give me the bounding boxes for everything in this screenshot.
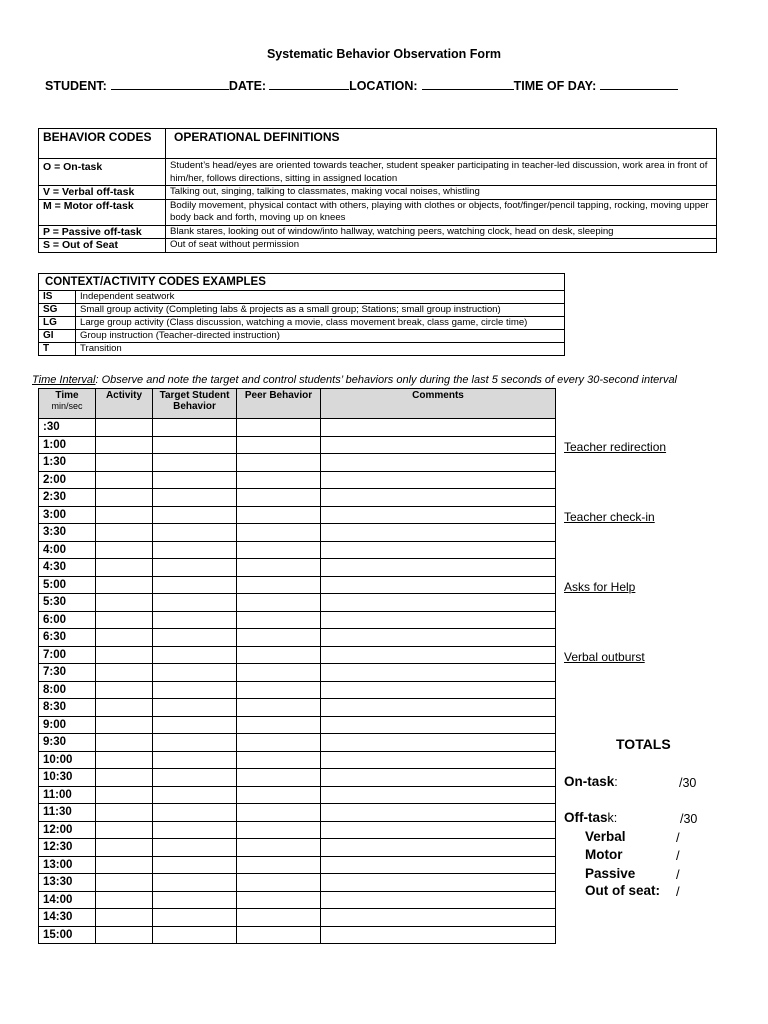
activity-cell[interactable]	[96, 926, 153, 944]
comments-cell[interactable]	[321, 769, 556, 787]
verbal-outburst-label: Verbal outburst	[564, 650, 645, 664]
comments-cell[interactable]	[321, 839, 556, 857]
observation-row	[39, 751, 556, 769]
target-behavior-cell[interactable]	[153, 804, 237, 822]
activity-cell[interactable]	[96, 594, 153, 612]
comments-cell[interactable]	[321, 804, 556, 822]
observation-row	[39, 804, 556, 822]
context-code-row	[39, 343, 565, 356]
out-of-seat-subtotal-value: /	[676, 884, 680, 899]
peer-behavior-cell[interactable]	[237, 646, 321, 664]
context-description: Group instruction (Teacher-directed instruction)	[76, 330, 565, 343]
behavior-definition: Out of seat without permission	[166, 239, 717, 253]
behavior-code: S = Out of Seat	[39, 239, 166, 253]
target-behavior-cell[interactable]	[153, 576, 237, 594]
target-behavior-cell[interactable]	[153, 874, 237, 892]
comments-cell[interactable]	[321, 681, 556, 699]
time-cell: 11:00	[39, 786, 96, 804]
observation-row	[39, 699, 556, 717]
behavior-code-row	[39, 159, 717, 186]
observation-row	[39, 909, 556, 927]
time-of-day-field[interactable]	[600, 76, 678, 90]
behavior-code-row	[39, 199, 717, 225]
time-cell: 8:30	[39, 699, 96, 717]
context-code: T	[39, 343, 76, 356]
peer-behavior-cell[interactable]	[237, 576, 321, 594]
time-cell: 15:00	[39, 926, 96, 944]
time-of-day-label: TIME OF DAY:	[513, 79, 597, 93]
comments-cell[interactable]	[321, 541, 556, 559]
observation-row	[39, 734, 556, 752]
observation-row	[39, 821, 556, 839]
observation-row	[39, 419, 556, 437]
target-behavior-cell[interactable]	[153, 839, 237, 857]
off-task-suffix: k:	[607, 811, 618, 825]
observation-row	[39, 926, 556, 944]
observation-row	[39, 489, 556, 507]
time-cell: 8:00	[39, 681, 96, 699]
time-cell: 3:00	[39, 506, 96, 524]
time-cell: 14:00	[39, 891, 96, 909]
off-task-value: /30	[680, 812, 698, 826]
passive-subtotal-label: Passive	[585, 866, 636, 881]
activity-cell[interactable]	[96, 874, 153, 892]
context-codes-table	[38, 273, 565, 356]
time-cell: 9:30	[39, 734, 96, 752]
peer-behavior-cell[interactable]	[237, 664, 321, 682]
comments-cell[interactable]	[321, 419, 556, 437]
target-behavior-cell[interactable]	[153, 926, 237, 944]
activity-cell[interactable]	[96, 769, 153, 787]
target-behavior-cell[interactable]	[153, 699, 237, 717]
peer-behavior-cell[interactable]	[237, 856, 321, 874]
peer-behavior-cell[interactable]	[237, 769, 321, 787]
activity-cell[interactable]	[96, 436, 153, 454]
context-description: Independent seatwork	[76, 291, 565, 304]
time-cell: 1:00	[39, 436, 96, 454]
context-code: SG	[39, 304, 76, 317]
comments-cell[interactable]	[321, 891, 556, 909]
teacher-check-in-label: Teacher check-in	[564, 510, 655, 524]
comments-cell[interactable]	[321, 664, 556, 682]
activity-cell[interactable]	[96, 506, 153, 524]
peer-behavior-cell[interactable]	[237, 419, 321, 437]
comments-cell[interactable]	[321, 716, 556, 734]
time-cell: 7:30	[39, 664, 96, 682]
activity-cell[interactable]	[96, 489, 153, 507]
comments-cell[interactable]	[321, 646, 556, 664]
activity-column-header: Activity	[96, 389, 153, 419]
time-cell: 12:30	[39, 839, 96, 857]
activity-cell[interactable]	[96, 629, 153, 647]
target-behavior-cell[interactable]	[153, 681, 237, 699]
comments-cell[interactable]	[321, 559, 556, 577]
time-cell: 1:30	[39, 454, 96, 472]
time-cell: 3:30	[39, 524, 96, 542]
activity-cell[interactable]	[96, 681, 153, 699]
behavior-code: O = On-task	[39, 159, 166, 186]
passive-subtotal-value: /	[676, 867, 680, 882]
comments-cell[interactable]	[321, 594, 556, 612]
peer-behavior-cell[interactable]	[237, 611, 321, 629]
student-label: STUDENT:	[45, 79, 107, 93]
verbal-subtotal-label: Verbal	[585, 829, 626, 844]
target-behavior-cell[interactable]	[153, 646, 237, 664]
time-cell: 11:30	[39, 804, 96, 822]
peer-behavior-cell[interactable]	[237, 594, 321, 612]
observation-row	[39, 716, 556, 734]
target-behavior-cell[interactable]	[153, 751, 237, 769]
peer-behavior-cell[interactable]	[237, 454, 321, 472]
comments-column-header: Comments	[321, 389, 556, 419]
target-behavior-cell[interactable]	[153, 716, 237, 734]
target-behavior-cell[interactable]	[153, 786, 237, 804]
peer-behavior-cell[interactable]	[237, 909, 321, 927]
observation-row	[39, 839, 556, 857]
context-description: Large group activity (Class discussion, watching a movie, class movement break, class game, circle time)	[76, 317, 565, 330]
target-behavior-cell[interactable]	[153, 909, 237, 927]
target-behavior-cell[interactable]	[153, 769, 237, 787]
comments-cell[interactable]	[321, 524, 556, 542]
activity-cell[interactable]	[96, 786, 153, 804]
time-cell: 7:00	[39, 646, 96, 664]
activity-cell[interactable]	[96, 559, 153, 577]
time-cell: 6:00	[39, 611, 96, 629]
context-code: IS	[39, 291, 76, 304]
observation-row	[39, 856, 556, 874]
activity-cell[interactable]	[96, 839, 153, 857]
target-behavior-cell[interactable]	[153, 471, 237, 489]
target-behavior-cell[interactable]	[153, 629, 237, 647]
activity-cell[interactable]	[96, 716, 153, 734]
time-cell: 4:00	[39, 541, 96, 559]
comments-cell[interactable]	[321, 821, 556, 839]
peer-behavior-cell[interactable]	[237, 786, 321, 804]
observation-row	[39, 471, 556, 489]
time-cell: 2:30	[39, 489, 96, 507]
comments-cell[interactable]	[321, 611, 556, 629]
context-codes-header-row	[39, 274, 565, 291]
header-fields	[45, 76, 678, 93]
observation-row	[39, 664, 556, 682]
motor-subtotal-label: Motor	[585, 847, 623, 862]
activity-cell[interactable]	[96, 646, 153, 664]
context-code-row	[39, 317, 565, 330]
interval-label: Time Interval	[32, 374, 96, 386]
observation-row	[39, 874, 556, 892]
time-header-label: Time	[55, 390, 79, 401]
observation-row	[39, 454, 556, 472]
activity-cell[interactable]	[96, 454, 153, 472]
behavior-codes-heading: BEHAVIOR CODES	[39, 129, 166, 159]
peer-behavior-cell[interactable]	[237, 436, 321, 454]
activity-cell[interactable]	[96, 541, 153, 559]
observation-row	[39, 506, 556, 524]
observation-row	[39, 629, 556, 647]
target-behavior-cell[interactable]	[153, 436, 237, 454]
peer-behavior-cell[interactable]	[237, 804, 321, 822]
target-behavior-cell[interactable]	[153, 559, 237, 577]
off-task-total	[564, 810, 617, 825]
comments-cell[interactable]	[321, 629, 556, 647]
location-label: LOCATION:	[349, 79, 418, 93]
target-behavior-cell[interactable]	[153, 611, 237, 629]
teacher-redirection-label: Teacher redirection	[564, 440, 667, 454]
peer-behavior-cell[interactable]	[237, 821, 321, 839]
interval-note	[32, 374, 677, 386]
motor-subtotal-value: /	[676, 848, 680, 863]
behavior-code-row	[39, 239, 717, 253]
observation-row	[39, 436, 556, 454]
observation-row	[39, 786, 556, 804]
time-cell: 13:00	[39, 856, 96, 874]
target-behavior-cell[interactable]	[153, 821, 237, 839]
on-task-label: On-task	[564, 774, 615, 789]
target-behavior-cell[interactable]	[153, 664, 237, 682]
time-cell: 4:30	[39, 559, 96, 577]
context-code: LG	[39, 317, 76, 330]
target-behavior-cell[interactable]	[153, 891, 237, 909]
verbal-subtotal-value: /	[676, 830, 680, 845]
form-title: Systematic Behavior Observation Form	[266, 47, 502, 61]
interval-text: : Observe and note the target and control students’ behaviors only during the last 5 seconds of every 30-second interval	[95, 374, 678, 386]
behavior-codes-header-row	[39, 129, 717, 159]
activity-cell[interactable]	[96, 734, 153, 752]
target-behavior-cell[interactable]	[153, 594, 237, 612]
peer-behavior-cell[interactable]	[237, 506, 321, 524]
comments-cell[interactable]	[321, 874, 556, 892]
activity-cell[interactable]	[96, 856, 153, 874]
comments-cell[interactable]	[321, 471, 556, 489]
activity-cell[interactable]	[96, 751, 153, 769]
target-behavior-cell[interactable]	[153, 506, 237, 524]
behavior-definition: Blank stares, looking out of window/into hallway, watching peers, watching clock, head on desk, sleeping	[166, 225, 717, 239]
on-task-total	[564, 774, 618, 789]
peer-behavior-cell[interactable]	[237, 926, 321, 944]
peer-behavior-cell[interactable]	[237, 681, 321, 699]
activity-cell[interactable]	[96, 611, 153, 629]
peer-behavior-cell[interactable]	[237, 559, 321, 577]
context-code-row	[39, 330, 565, 343]
behavior-definition: Student’s head/eyes are oriented towards teacher, student speaker participating in teacher-led discussion, work area in front of him/her, follows directions, sitting in assigned location	[166, 159, 717, 186]
activity-cell[interactable]	[96, 576, 153, 594]
comments-cell[interactable]	[321, 506, 556, 524]
context-codes-heading: CONTEXT/ACTIVITY CODES EXAMPLES	[39, 274, 565, 291]
activity-cell[interactable]	[96, 664, 153, 682]
off-task-label: Off-tas	[564, 810, 608, 825]
target-behavior-cell[interactable]	[153, 524, 237, 542]
on-task-colon: :	[614, 775, 618, 789]
behavior-code-row	[39, 225, 717, 239]
behavior-definition: Bodily movement, physical contact with others, playing with clothes or objects, foot/finger/pencil tapping, rocking, moving upper body back and forth, moving up on knees	[166, 199, 717, 225]
observation-table	[38, 388, 556, 944]
time-cell: 14:30	[39, 909, 96, 927]
time-cell: 5:00	[39, 576, 96, 594]
observation-row	[39, 646, 556, 664]
context-code-row	[39, 304, 565, 317]
date-field[interactable]	[269, 76, 349, 90]
comments-cell[interactable]	[321, 576, 556, 594]
observation-row	[39, 594, 556, 612]
comments-cell[interactable]	[321, 454, 556, 472]
peer-behavior-cell[interactable]	[237, 751, 321, 769]
activity-cell[interactable]	[96, 804, 153, 822]
location-field[interactable]	[422, 76, 514, 90]
comments-cell[interactable]	[321, 734, 556, 752]
target-behavior-cell[interactable]	[153, 856, 237, 874]
context-code-row	[39, 291, 565, 304]
comments-cell[interactable]	[321, 751, 556, 769]
observation-row	[39, 891, 556, 909]
peer-behavior-cell[interactable]	[237, 734, 321, 752]
behavior-code: V = Verbal off-task	[39, 186, 166, 200]
activity-cell[interactable]	[96, 419, 153, 437]
peer-behavior-cell[interactable]	[237, 471, 321, 489]
peer-behavior-cell[interactable]	[237, 839, 321, 857]
observation-row	[39, 524, 556, 542]
asks-for-help-label: Asks for Help	[564, 580, 636, 594]
time-cell: 10:30	[39, 769, 96, 787]
context-description: Small group activity (Completing labs & projects as a small group; Stations; small group instruction)	[76, 304, 565, 317]
operational-definitions-heading: OPERATIONAL DEFINITIONS	[166, 129, 717, 159]
peer-behavior-cell[interactable]	[237, 489, 321, 507]
peer-behavior-cell[interactable]	[237, 716, 321, 734]
comments-cell[interactable]	[321, 436, 556, 454]
totals-heading: TOTALS	[616, 736, 671, 752]
date-label: DATE:	[228, 79, 267, 93]
target-behavior-cell[interactable]	[153, 419, 237, 437]
time-column-header	[39, 389, 96, 419]
observation-body	[39, 419, 556, 944]
time-cell: 13:30	[39, 874, 96, 892]
observation-row	[39, 559, 556, 577]
behavior-code: P = Passive off-task	[39, 225, 166, 239]
activity-cell[interactable]	[96, 524, 153, 542]
observation-row	[39, 576, 556, 594]
behavior-codes-table	[38, 128, 717, 253]
observation-row	[39, 611, 556, 629]
target-behavior-cell[interactable]	[153, 734, 237, 752]
target-behavior-cell[interactable]	[153, 541, 237, 559]
peer-behavior-cell[interactable]	[237, 629, 321, 647]
comments-cell[interactable]	[321, 926, 556, 944]
context-description: Transition	[76, 343, 565, 356]
observation-row	[39, 541, 556, 559]
target-behavior-cell[interactable]	[153, 454, 237, 472]
time-cell: 6:30	[39, 629, 96, 647]
time-header-unit: min/sec	[51, 401, 83, 411]
context-code: GI	[39, 330, 76, 343]
comments-cell[interactable]	[321, 489, 556, 507]
time-cell: :30	[39, 419, 96, 437]
behavior-code: M = Motor off-task	[39, 199, 166, 225]
time-cell: 5:30	[39, 594, 96, 612]
peer-behavior-cell[interactable]	[237, 874, 321, 892]
peer-behavior-cell[interactable]	[237, 891, 321, 909]
activity-cell[interactable]	[96, 821, 153, 839]
peer-behavior-cell[interactable]	[237, 541, 321, 559]
comments-cell[interactable]	[321, 699, 556, 717]
activity-cell[interactable]	[96, 699, 153, 717]
behavior-definition: Talking out, singing, talking to classmates, making vocal noises, whistling	[166, 186, 717, 200]
time-cell: 2:00	[39, 471, 96, 489]
observation-row	[39, 769, 556, 787]
activity-cell[interactable]	[96, 471, 153, 489]
peer-behavior-cell[interactable]	[237, 524, 321, 542]
time-cell: 10:00	[39, 751, 96, 769]
target-behavior-cell[interactable]	[153, 489, 237, 507]
activity-cell[interactable]	[96, 909, 153, 927]
peer-behavior-cell[interactable]	[237, 699, 321, 717]
time-cell: 9:00	[39, 716, 96, 734]
out-of-seat-subtotal-label: Out of seat:	[585, 883, 661, 898]
comments-cell[interactable]	[321, 909, 556, 927]
time-cell: 12:00	[39, 821, 96, 839]
comments-cell[interactable]	[321, 856, 556, 874]
target-behavior-column-header: Target Student Behavior	[153, 389, 237, 419]
behavior-code-row	[39, 186, 717, 200]
peer-behavior-column-header: Peer Behavior	[237, 389, 321, 419]
observation-row	[39, 681, 556, 699]
comments-cell[interactable]	[321, 786, 556, 804]
on-task-value: /30	[679, 776, 697, 790]
observation-header-row	[39, 389, 556, 419]
activity-cell[interactable]	[96, 891, 153, 909]
student-field[interactable]	[111, 76, 229, 90]
